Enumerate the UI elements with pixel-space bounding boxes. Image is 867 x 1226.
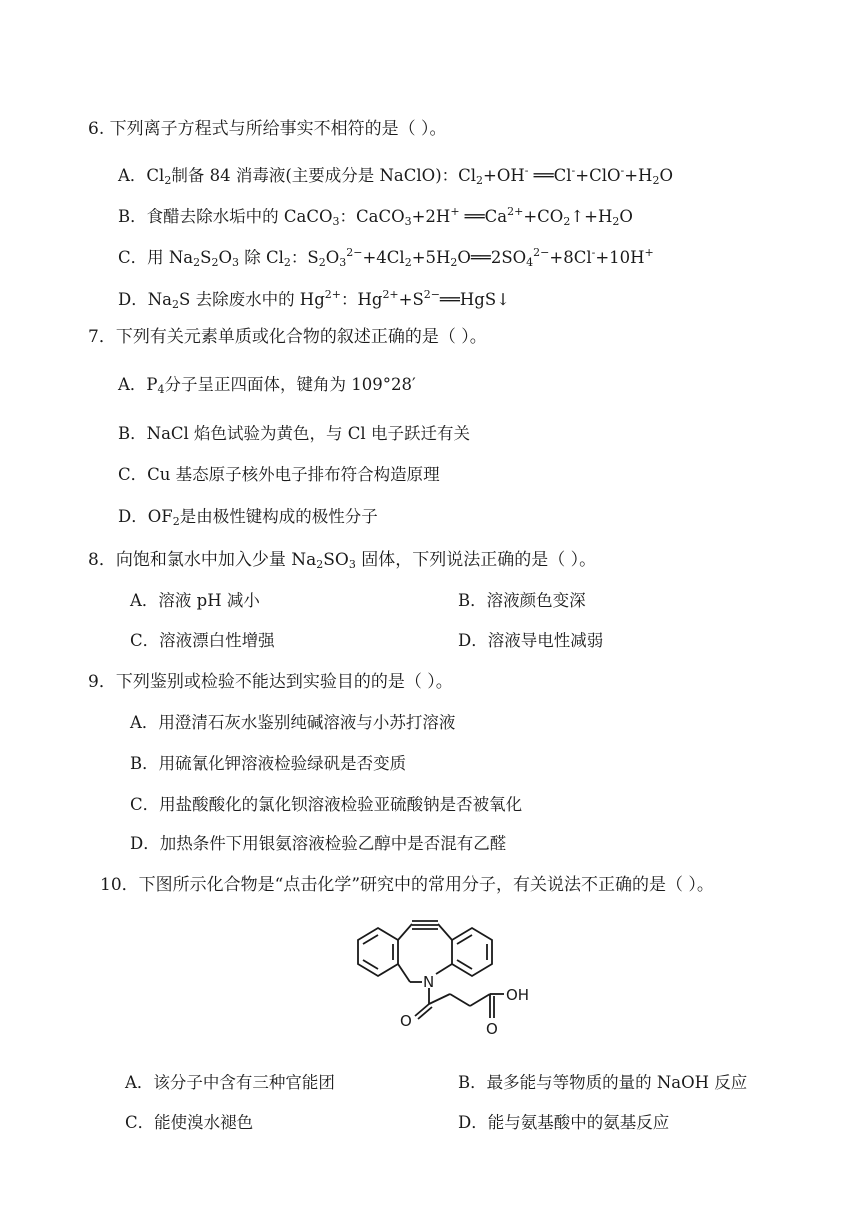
question-8-stem: 8．向饱和氯水中加入少量 $Na_2SO_3$ 固体，下列说法正确的是（ ）。	[88, 550, 597, 571]
question-6-option-d: D．$Na_2S$ 去除废水中的 $Hg^{2+}$：$Hg^{2+}+S^{2-}══HgS↓$	[118, 288, 510, 311]
question-6-stem: 6. 下列离子方程式与所给事实不相符的是（ ）。	[88, 119, 447, 139]
question-8-option-b: B．溶液颜色变深	[458, 591, 586, 610]
question-10-option-a: A．该分子中含有三种官能团	[125, 1073, 335, 1092]
question-7-option-d: D．$OF_2$是由极性键构成的极性分子	[118, 507, 378, 528]
question-7-stem: 7．下列有关元素单质或化合物的叙述正确的是（ ）。	[88, 327, 487, 347]
question-9-option-d: D．加热条件下用银氨溶液检验乙醇中是否混有乙醛	[130, 834, 507, 853]
triple-bond	[412, 921, 438, 929]
question-8-option-d: D．溶液导电性减弱	[458, 631, 604, 650]
question-6-option-a: A．$Cl_2$制备 84 消毒液(主要成分是 NaClO)：$Cl_2+OH^-$ $══Cl^-+ClO^-+H_2O$	[118, 164, 673, 187]
question-10-stem: 10．下图所示化合物是“点击化学”研究中的常用分子，有关说法不正确的是（ ）。	[100, 875, 714, 895]
amide-oxygen-label: O	[400, 1012, 412, 1030]
question-8-option-a: A．溶液 pH 减小	[130, 591, 260, 610]
question-8-option-c: C．溶液漂白性增强	[130, 631, 275, 650]
question-6-option-b: B．食醋去除水垢中的 CaCO$_3$：CaCO$_3$+2H+ $══Ca^{2+}+CO_2↑+H_2O$	[118, 205, 633, 228]
question-7-option-c: C．Cu 基态原子核外电子排布符合构造原理	[118, 465, 440, 484]
question-9-option-b: B．用硫氰化钾溶液检验绿矾是否变质	[130, 754, 407, 773]
question-10-option-c: C．能使溴水褪色	[125, 1113, 254, 1132]
question-7-option-a: A．$P_4$分子呈正四面体，键角为 109°28′	[118, 375, 416, 396]
hydroxyl-label: OH	[506, 986, 530, 1004]
acid-oxygen-label: O	[486, 1020, 498, 1038]
dibenzocyclooctyne-acid-structure	[338, 912, 538, 1042]
question-6-option-c: C．用 $Na_2S_2O_3$ 除 $Cl_2$：$S_2O_3^{2-}+4Cl_2+5H_2O══2SO_4^{2-}+8Cl^-+10H^+$	[118, 246, 654, 269]
question-9-option-a: A．用澄清石灰水鉴别纯碱溶液与小苏打溶液	[130, 713, 456, 732]
question-9-stem: 9．下列鉴别或检验不能达到实验目的的是（ ）。	[88, 672, 453, 692]
question-10-option-b: B．最多能与等物质的量的 NaOH 反应	[458, 1073, 748, 1092]
nitrogen-atom-label: N	[423, 973, 435, 991]
molecule-diagram	[338, 912, 538, 1042]
question-7-option-b: B．NaCl 焰色试验为黄色，与 Cl 电子跃迁有关	[118, 424, 470, 443]
question-9-option-c: C．用盐酸酸化的氯化钡溶液检验亚硫酸钠是否被氧化	[130, 795, 523, 814]
question-10-option-d: D．能与氨基酸中的氨基反应	[458, 1113, 670, 1132]
